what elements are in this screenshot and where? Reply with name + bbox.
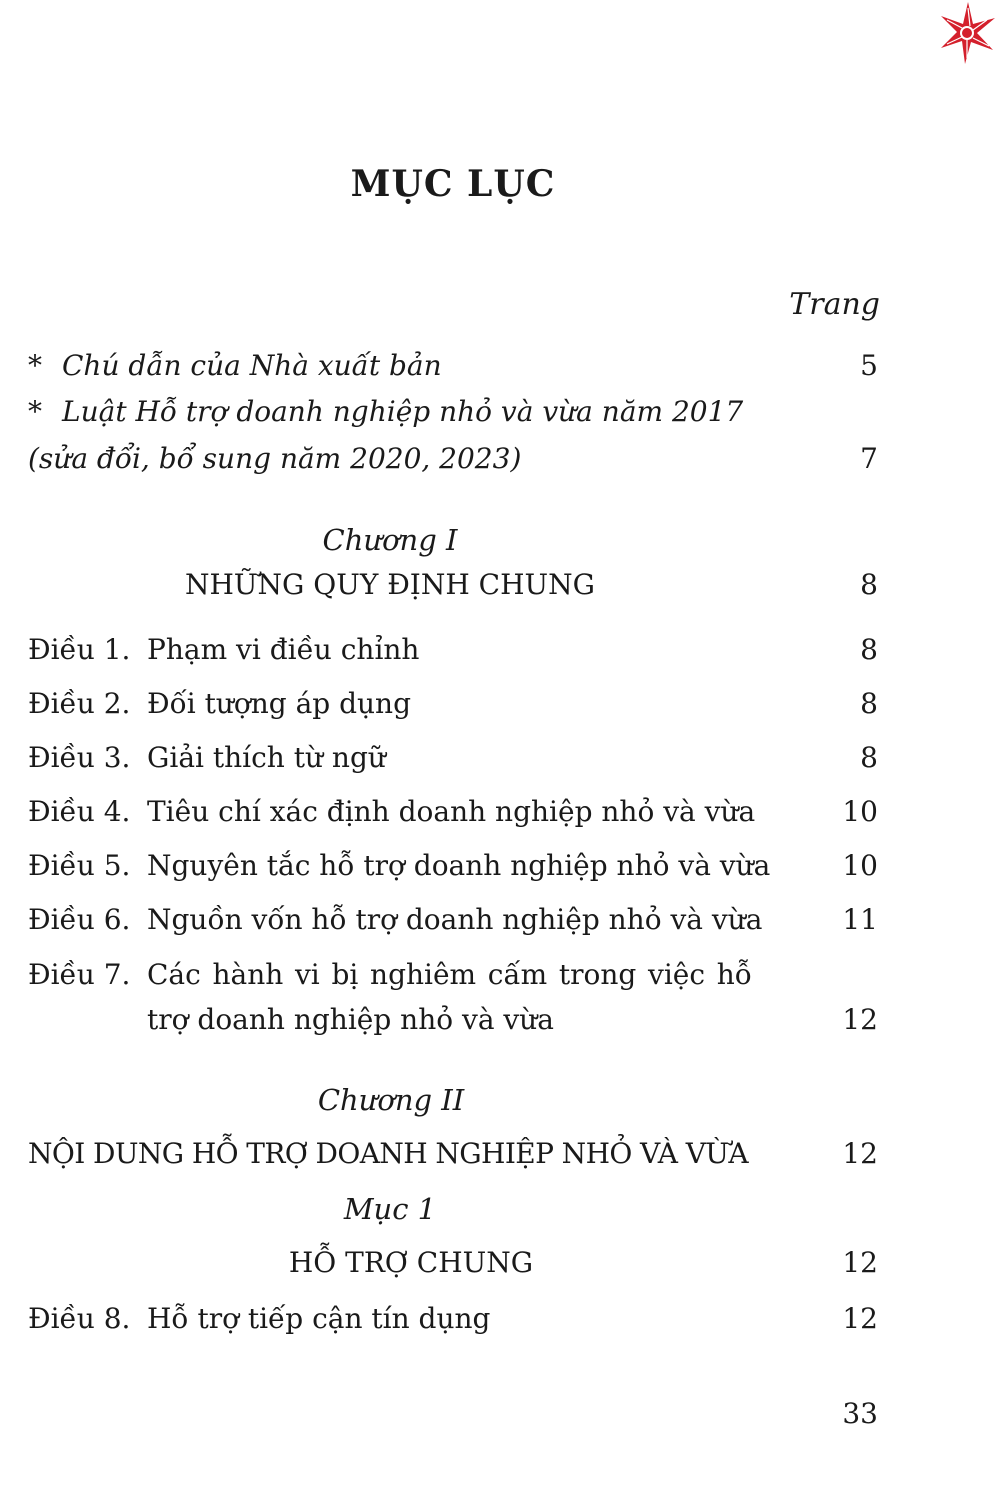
bullet: * <box>28 395 42 428</box>
article-title-word: nghiêm <box>370 958 477 991</box>
article-title-word: trong <box>558 958 637 991</box>
entry-page: 11 <box>842 903 878 936</box>
page-number: 33 <box>842 1397 878 1430</box>
article-title-word: hỗ <box>716 958 752 991</box>
page-column-label: Trang <box>789 287 880 322</box>
entry-page: 12 <box>842 1137 878 1170</box>
entry-title: Chú dẫn của Nhà xuất bản <box>62 349 442 382</box>
entry-page: 5 <box>860 349 878 382</box>
entry-page: 12 <box>842 1246 878 1279</box>
article-title-word: cấm <box>487 958 548 991</box>
article-title: Đối tượng áp dụng <box>147 687 412 720</box>
article-title <box>147 958 752 991</box>
article-title-word: vi <box>294 958 320 991</box>
article-title: Hỗ trợ tiếp cận tín dụng <box>147 1302 491 1335</box>
article-title-word: Các <box>147 958 201 991</box>
article-title: Nguồn vốn hỗ trợ doanh nghiệp nhỏ và vừa <box>147 903 763 936</box>
article-label: Điều 2. <box>28 687 131 720</box>
section-label: Mục 1 <box>343 1192 437 1226</box>
bullet: * <box>28 349 42 382</box>
chapter-heading: NHỮNG QUY ĐỊNH CHUNG <box>184 568 595 601</box>
page-title: MỤC LỤC <box>350 163 556 205</box>
article-label: Điều 6. <box>28 903 131 936</box>
article-label: Điều 7. <box>28 958 131 991</box>
article-label: Điều 8. <box>28 1302 131 1335</box>
entry-page: 7 <box>860 442 878 475</box>
article-title-word: hành <box>212 958 284 991</box>
chapter-heading: NỘI DUNG HỖ TRỢ DOANH NGHIỆP NHỎ VÀ VỪA <box>28 1137 748 1170</box>
entry-page: 8 <box>860 687 878 720</box>
section-heading: HỖ TRỢ CHUNG <box>288 1246 534 1279</box>
article-label: Điều 5. <box>28 849 131 882</box>
article-label: Điều 4. <box>28 795 131 828</box>
chapter-label: Chương I <box>322 523 458 557</box>
entry-page: 12 <box>842 1302 878 1335</box>
entry-page: 12 <box>842 1003 878 1036</box>
entry-page: 10 <box>842 795 878 828</box>
article-label: Điều 1. <box>28 633 131 666</box>
toc-intro-entry <box>28 349 442 382</box>
publisher-star-logo-icon <box>935 0 1000 66</box>
article-title: Tiêu chí xác định doanh nghiệp nhỏ và vừa <box>147 795 756 828</box>
article-label: Điều 3. <box>28 741 131 774</box>
article-title: Giải thích từ ngữ <box>147 741 386 774</box>
article-title: Phạm vi điều chỉnh <box>147 633 420 666</box>
entry-title-continued: (sửa đổi, bổ sung năm 2020, 2023) <box>28 442 522 475</box>
article-title-word: việc <box>648 958 706 991</box>
article-title: Nguyên tắc hỗ trợ doanh nghiệp nhỏ và vừa <box>147 849 771 882</box>
toc-intro-entry <box>28 395 744 428</box>
article-title-word: bị <box>331 958 359 991</box>
entry-page: 8 <box>860 741 878 774</box>
entry-page: 8 <box>860 633 878 666</box>
chapter-label: Chương II <box>317 1083 465 1117</box>
entry-title: Luật Hỗ trợ doanh nghiệp nhỏ và vừa năm 2017 <box>62 395 744 428</box>
entry-page: 10 <box>842 849 878 882</box>
entry-page: 8 <box>860 568 878 601</box>
article-title-continued: trợ doanh nghiệp nhỏ và vừa <box>147 1003 554 1036</box>
